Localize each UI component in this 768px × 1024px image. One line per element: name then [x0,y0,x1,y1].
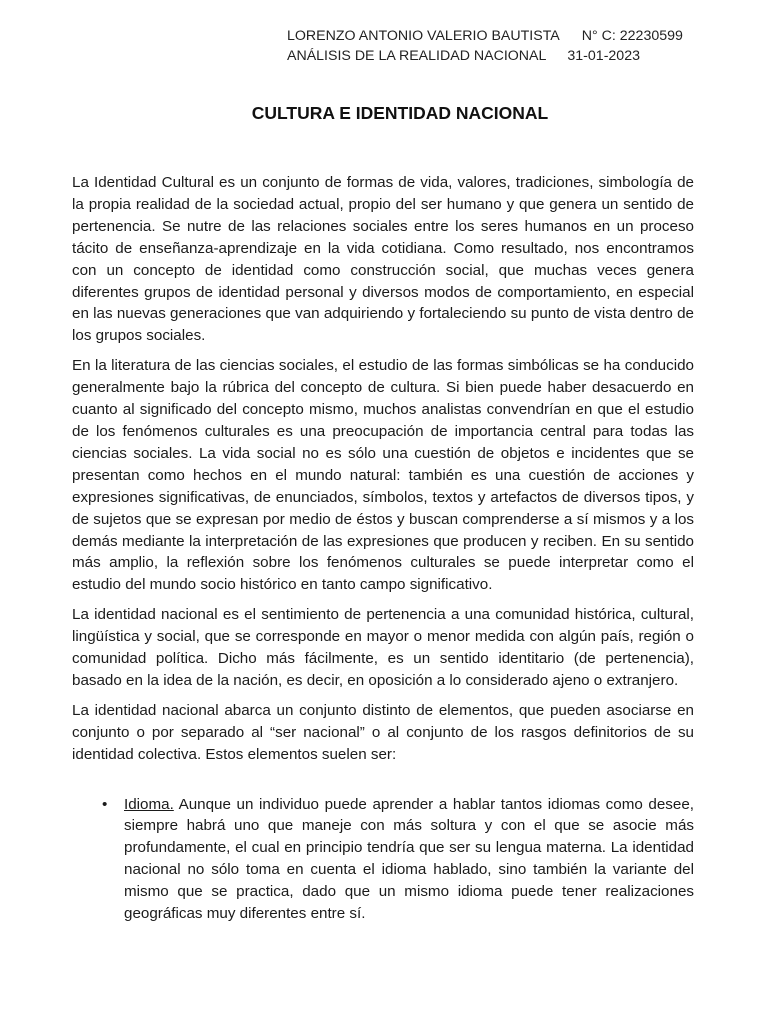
paragraph: La identidad nacional es el sentimiento de pertenencia a una comunidad histórica, cultural, lingüística y social, que se corresponde en mayor o menor medida con algún país, región o comunidad política. Dicho más fácilmente, es un sentido identitario (de pertenencia), basado en la idea de la nación, es decir, en oposición a lo considerado ajeno o extranjero. [72,606,694,689]
document-date: 31-01-2023 [567,48,640,64]
student-id: N° C: 22230599 [581,28,683,44]
header-line-1 [287,26,683,46]
header-line-2 [287,46,683,66]
paragraph: En la literatura de las ciencias sociales, el estudio de las formas simbólicas se ha conducido generalmente bajo la rúbrica del concepto de cultura. Si bien puede haber desacuerdo en cuanto al significado del concepto mismo, muchos analistas convendrían en que el estudio de los fenómenos culturales es una preocupación de importancia central para todas las ciencias sociales. La vida social no es sólo una cuestión de objetos e incidentes que se presentan como hechos en el mundo natural: también es una cuestión de acciones y expresiones significativas, de enunciados, símbolos, textos y artefactos de diversos tipos, y de sujetos que se expresan por medio de éstos y buscan comprenderse a sí mismos y a los demás mediante la interpretación de las expresiones que producen y reciben. En su sentido más amplio, la reflexión sobre los fenómenos culturales se puede interpretar como el estudio del mundo socio histórico en tanto campo significativo. [72,357,694,594]
list-item-term: Idioma. [124,795,174,813]
document-header [287,26,683,66]
paragraph: La Identidad Cultural es un conjunto de formas de vida, valores, tradiciones, simbología de la propia realidad de la sociedad actual, propio del ser humano y que genera un sentido de pertenencia. Se nutre de las relaciones sociales entre los seres humanos en un proceso tácito de enseñanza-aprendizaje en la vida cotidiana. Como resultado, nos encontramos con un concepto de identidad como construcción social, que muchas veces genera diferentes grupos de identidad personal y diversos modos de comportamiento, en especial en las nuevas generaciones que van adquiriendo y fortaleciendo su punto de vista dentro de los grupos sociales. [72,174,694,345]
course-name: ANÁLISIS DE LA REALIDAD NACIONAL [287,48,547,64]
bullet-icon: • [102,795,108,813]
elements-list [72,794,694,925]
document-body [72,172,694,925]
document-title: CULTURA E IDENTIDAD NACIONAL [251,103,549,123]
author-name: LORENZO ANTONIO VALERIO BAUTISTA [287,28,560,44]
list-item-text: Aunque un individuo puede aprender a hablar tantos idiomas como desee, siempre habrá uno que maneje con más soltura y con el que se asocie más profundamente, el cual en principio tendría que ser su lengua materna. La identidad nacional no sólo toma en cuenta el idioma hablado, sino también la variante del mismo que se practica, dado que un mismo idioma puede tener realizaciones geográficas muy diferentes entre sí. [124,795,694,923]
list-item [102,794,694,925]
paragraph: La identidad nacional abarca un conjunto distinto de elementos, que pueden asociarse en conjunto o por separado al “ser nacional” o al conjunto de los rasgos definitorios de su identidad colectiva. Estos elementos suelen ser: [72,701,694,763]
